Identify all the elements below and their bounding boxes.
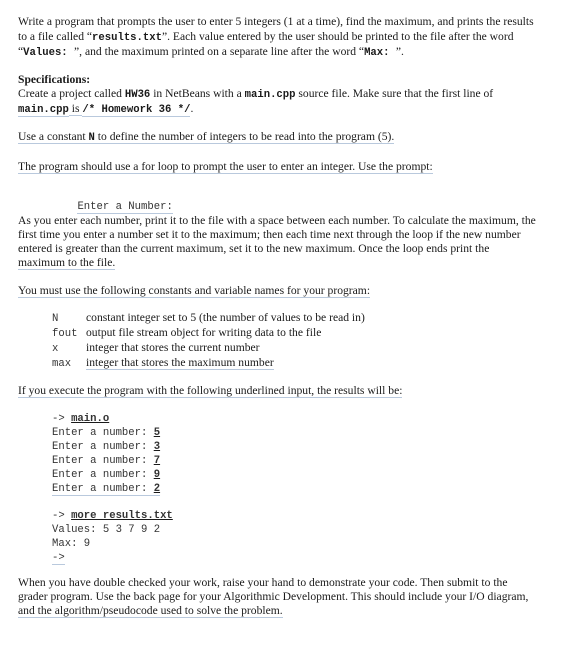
variable-name: max [52,358,72,370]
user-input: 2 [153,483,161,495]
variable-row [52,326,321,341]
variable-desc: integer that stores the maximum number [86,356,274,369]
variable-desc: constant integer set to 5 (the number of values to be read in) [86,311,365,324]
variable-row [52,341,260,356]
variable-name: x [52,343,59,355]
variable-row [52,356,274,371]
variable-row [52,311,365,326]
run-output-line: Enter a number: 3 [52,441,161,453]
run-command-line: -> main.o [52,413,110,425]
prompt-example: Enter a Number: [77,201,173,213]
enter-paragraph-line-1: As you enter each number, print it to the file with a space between each number. To calculate the maximum, the [18,214,536,227]
closing-line-3: and the algorithm/pseudocode used to solve the problem. [18,604,283,617]
enter-paragraph-line-3: entered is greater than the current maximum, set it to the new maximum. Once the loop ends print the [18,242,490,255]
result-max-line: Max: 9 [52,538,91,550]
main-cpp-name-2: main.cpp [18,104,69,116]
constant-n: N [88,132,95,144]
execute-instruction: If you execute the program with the following underlined input, the results will be: [18,384,403,397]
enter-paragraph-line-2: first time you enter a number set it to the maximum; then each time next through the loop if the new number [18,228,521,241]
intro-line-2: to a file called “results.txt”. Each value entered by the user should be printed to the file after the word [18,30,514,44]
must-use-heading: You must use the following constants and variable names for your program: [18,284,371,297]
user-input: 9 [153,469,161,481]
run-command: main.o [71,413,110,425]
user-input: 7 [153,455,161,467]
specs-line-1: Create a project called HW36 in NetBeans with a main.cpp source file. Make sure that the first line of [18,87,494,101]
closing-line-1: When you have double checked your work, raise your hand to demonstrate your code. Then submit to the [18,576,508,589]
variable-desc: output file stream object for writing data to the file [86,326,322,339]
result-command-line: -> more results.txt [52,510,173,522]
variable-desc: integer that stores the current number [86,341,260,354]
user-input: 3 [153,441,161,453]
run-output-line: Enter a number: 5 [52,427,161,439]
variable-name: N [52,313,59,325]
run-output-line: Enter a number: 9 [52,469,161,481]
loop-instruction: The program should use a for loop to prompt the user to enter an integer. Use the prompt: [18,160,433,173]
run-output-line: Enter a number: 2 [52,483,161,495]
closing-line-2: grader program. Use the back page for your Algorithmic Development. This should include your I/O diagram, [18,590,529,603]
max-keyword: Max: [364,47,396,59]
specs-line-2: main.cpp is /* Homework 36 */. [18,102,194,116]
final-prompt: -> [52,552,65,564]
enter-paragraph-line-4: maximum to the file. [18,256,116,269]
project-name: HW36 [124,89,151,101]
run-output-line: Enter a number: 7 [52,455,161,467]
values-keyword: Values: [23,47,75,59]
user-input: 5 [153,427,161,439]
constant-line: Use a constant N to define the number of integers to be read into the program (5). [18,130,395,144]
main-cpp-name: main.cpp [244,89,296,101]
variable-name: fout [52,328,78,340]
homework-comment: /* Homework 36 */ [82,104,191,116]
results-filename: results.txt [92,32,162,44]
intro-line-3: “Values: ”, and the maximum printed on a separate line after the word “Max: ”. [18,45,404,59]
intro-line-1: Write a program that prompts the user to enter 5 integers (1 at a time), find the maximum, and prints the results [18,15,534,28]
result-command: more results.txt [71,510,173,522]
result-values-line: Values: 5 3 7 9 2 [52,524,161,536]
specifications-heading: Specifications: [18,73,91,86]
